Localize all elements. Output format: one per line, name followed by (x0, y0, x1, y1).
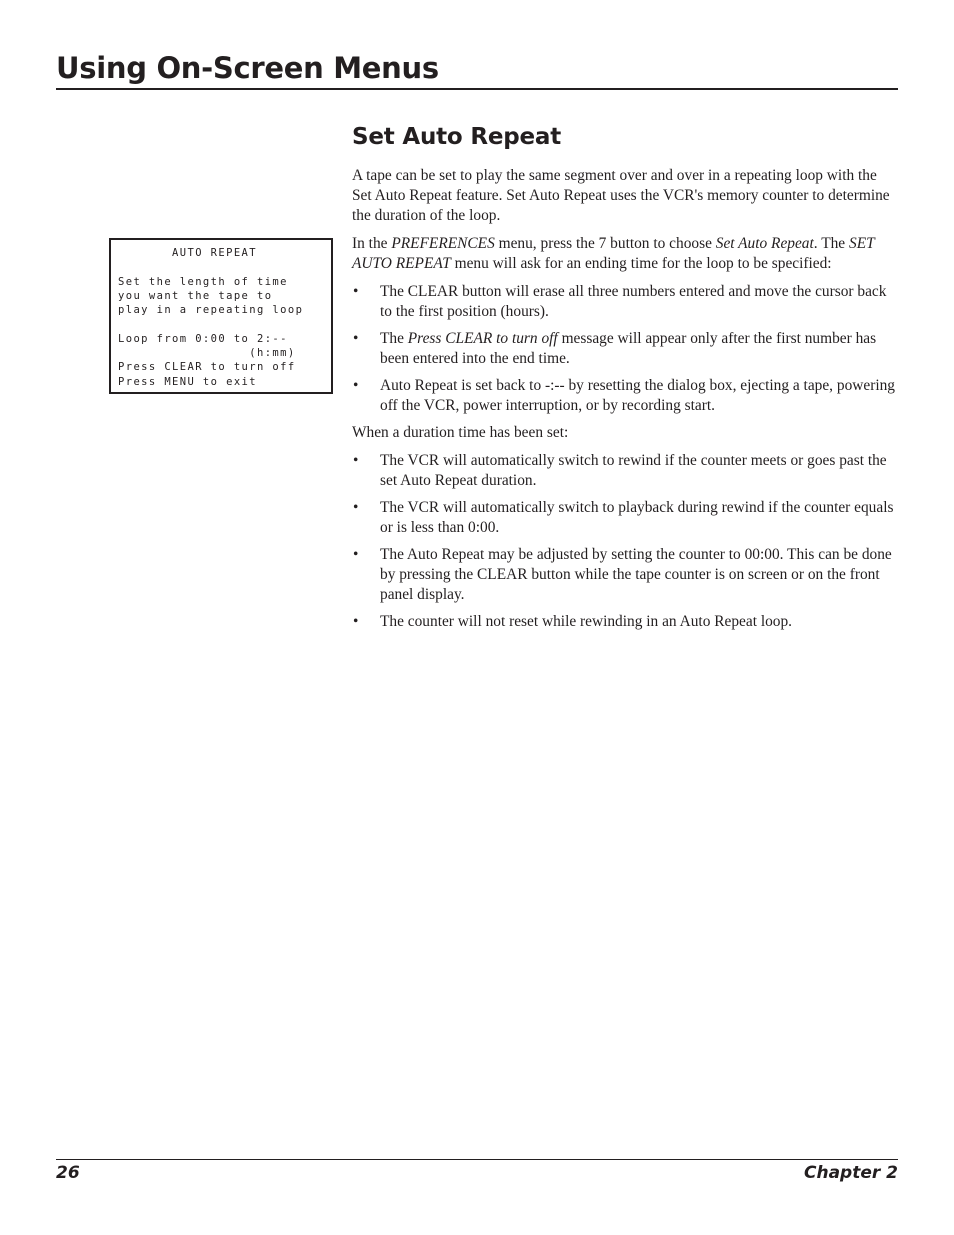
message-name: Press CLEAR to turn off (407, 330, 558, 347)
menu-name: SET AUTO REPEAT (352, 235, 875, 272)
text-run: message will appear only after the first number has been entered into the end time. (380, 330, 877, 367)
text-run: The (380, 330, 408, 347)
bullet-marker: • (353, 613, 359, 630)
list-item-text: The CLEAR button will erase all three numbers entered and move the cursor back to the first position (hours). (380, 283, 887, 320)
list-item (352, 329, 900, 369)
list-item-text: The counter will not reset while rewinding in an Auto Repeat loop. (380, 613, 793, 630)
text-run: In the (352, 235, 392, 252)
footer-divider (56, 1159, 898, 1160)
screen-line (118, 317, 331, 331)
screen-line: you want the tape to (118, 289, 273, 302)
menu-option-name: Set Auto Repeat (715, 235, 814, 252)
bullet-marker: • (353, 330, 359, 347)
bullet-marker: • (353, 283, 359, 300)
text-run: . The (813, 235, 849, 252)
bullet-list-2 (352, 451, 900, 632)
bullet-marker: • (353, 546, 359, 563)
list-item (352, 376, 900, 416)
on-screen-menu-illustration (109, 238, 333, 394)
screen-line: Press MENU to exit (118, 375, 257, 388)
duration-paragraph: When a duration time has been set: (352, 424, 569, 441)
main-content (352, 120, 900, 639)
bullet-marker: • (353, 499, 359, 516)
intro-paragraph: A tape can be set to play the same segment over and over in a repeating loop with the Set Auto Repeat feature. Set Auto Repeat uses the VCR's memory counter to determine the duration of the loop. (352, 167, 890, 224)
menu-name: PREFERENCES (391, 235, 495, 252)
screen-line: Set the length of time (118, 275, 288, 288)
section-heading: Set Auto Repeat (352, 124, 562, 150)
list-item (352, 282, 900, 322)
page-header-title: Using On-Screen Menus (56, 51, 439, 85)
bullet-marker: • (353, 452, 359, 469)
bullet-list-1 (352, 282, 900, 416)
list-item (352, 451, 900, 491)
list-item-text: Auto Repeat is set back to -:-- by resetting the dialog box, ejecting a tape, powering off the VCR, power interruption, or by recording start. (380, 377, 896, 414)
screen-line: (h:mm) (118, 347, 296, 360)
list-item (352, 545, 900, 605)
text-run: menu will ask for an ending time for the loop to be specified: (450, 255, 832, 272)
text-run: menu, press the 7 button to choose (494, 235, 716, 252)
list-item-text: The VCR will automatically switch to rewind if the counter meets or goes past the set Auto Repeat duration. (380, 452, 887, 489)
header-divider (56, 88, 898, 90)
page-number: 26 (56, 1163, 80, 1183)
screen-line: AUTO REPEAT (118, 247, 257, 259)
list-item-text: The VCR will automatically switch to playback during rewind if the counter equals or is less than 0:00. (380, 499, 894, 536)
screen-line: play in a repeating loop (118, 304, 304, 317)
list-item (352, 612, 900, 632)
instructions-paragraph (352, 234, 900, 274)
chapter-label: Chapter 2 (803, 1163, 898, 1183)
screen-line: Loop from 0:00 to 2:-- (118, 332, 288, 345)
list-item (352, 498, 900, 538)
screen-line (118, 260, 331, 274)
bullet-marker: • (353, 377, 359, 394)
screen-line: Press CLEAR to turn off (118, 361, 296, 374)
screen-text (111, 240, 331, 389)
list-item-text: The Auto Repeat may be adjusted by setting the counter to 00:00. This can be done by pressing the CLEAR button while the tape counter is on screen or on the front panel display. (380, 546, 892, 603)
